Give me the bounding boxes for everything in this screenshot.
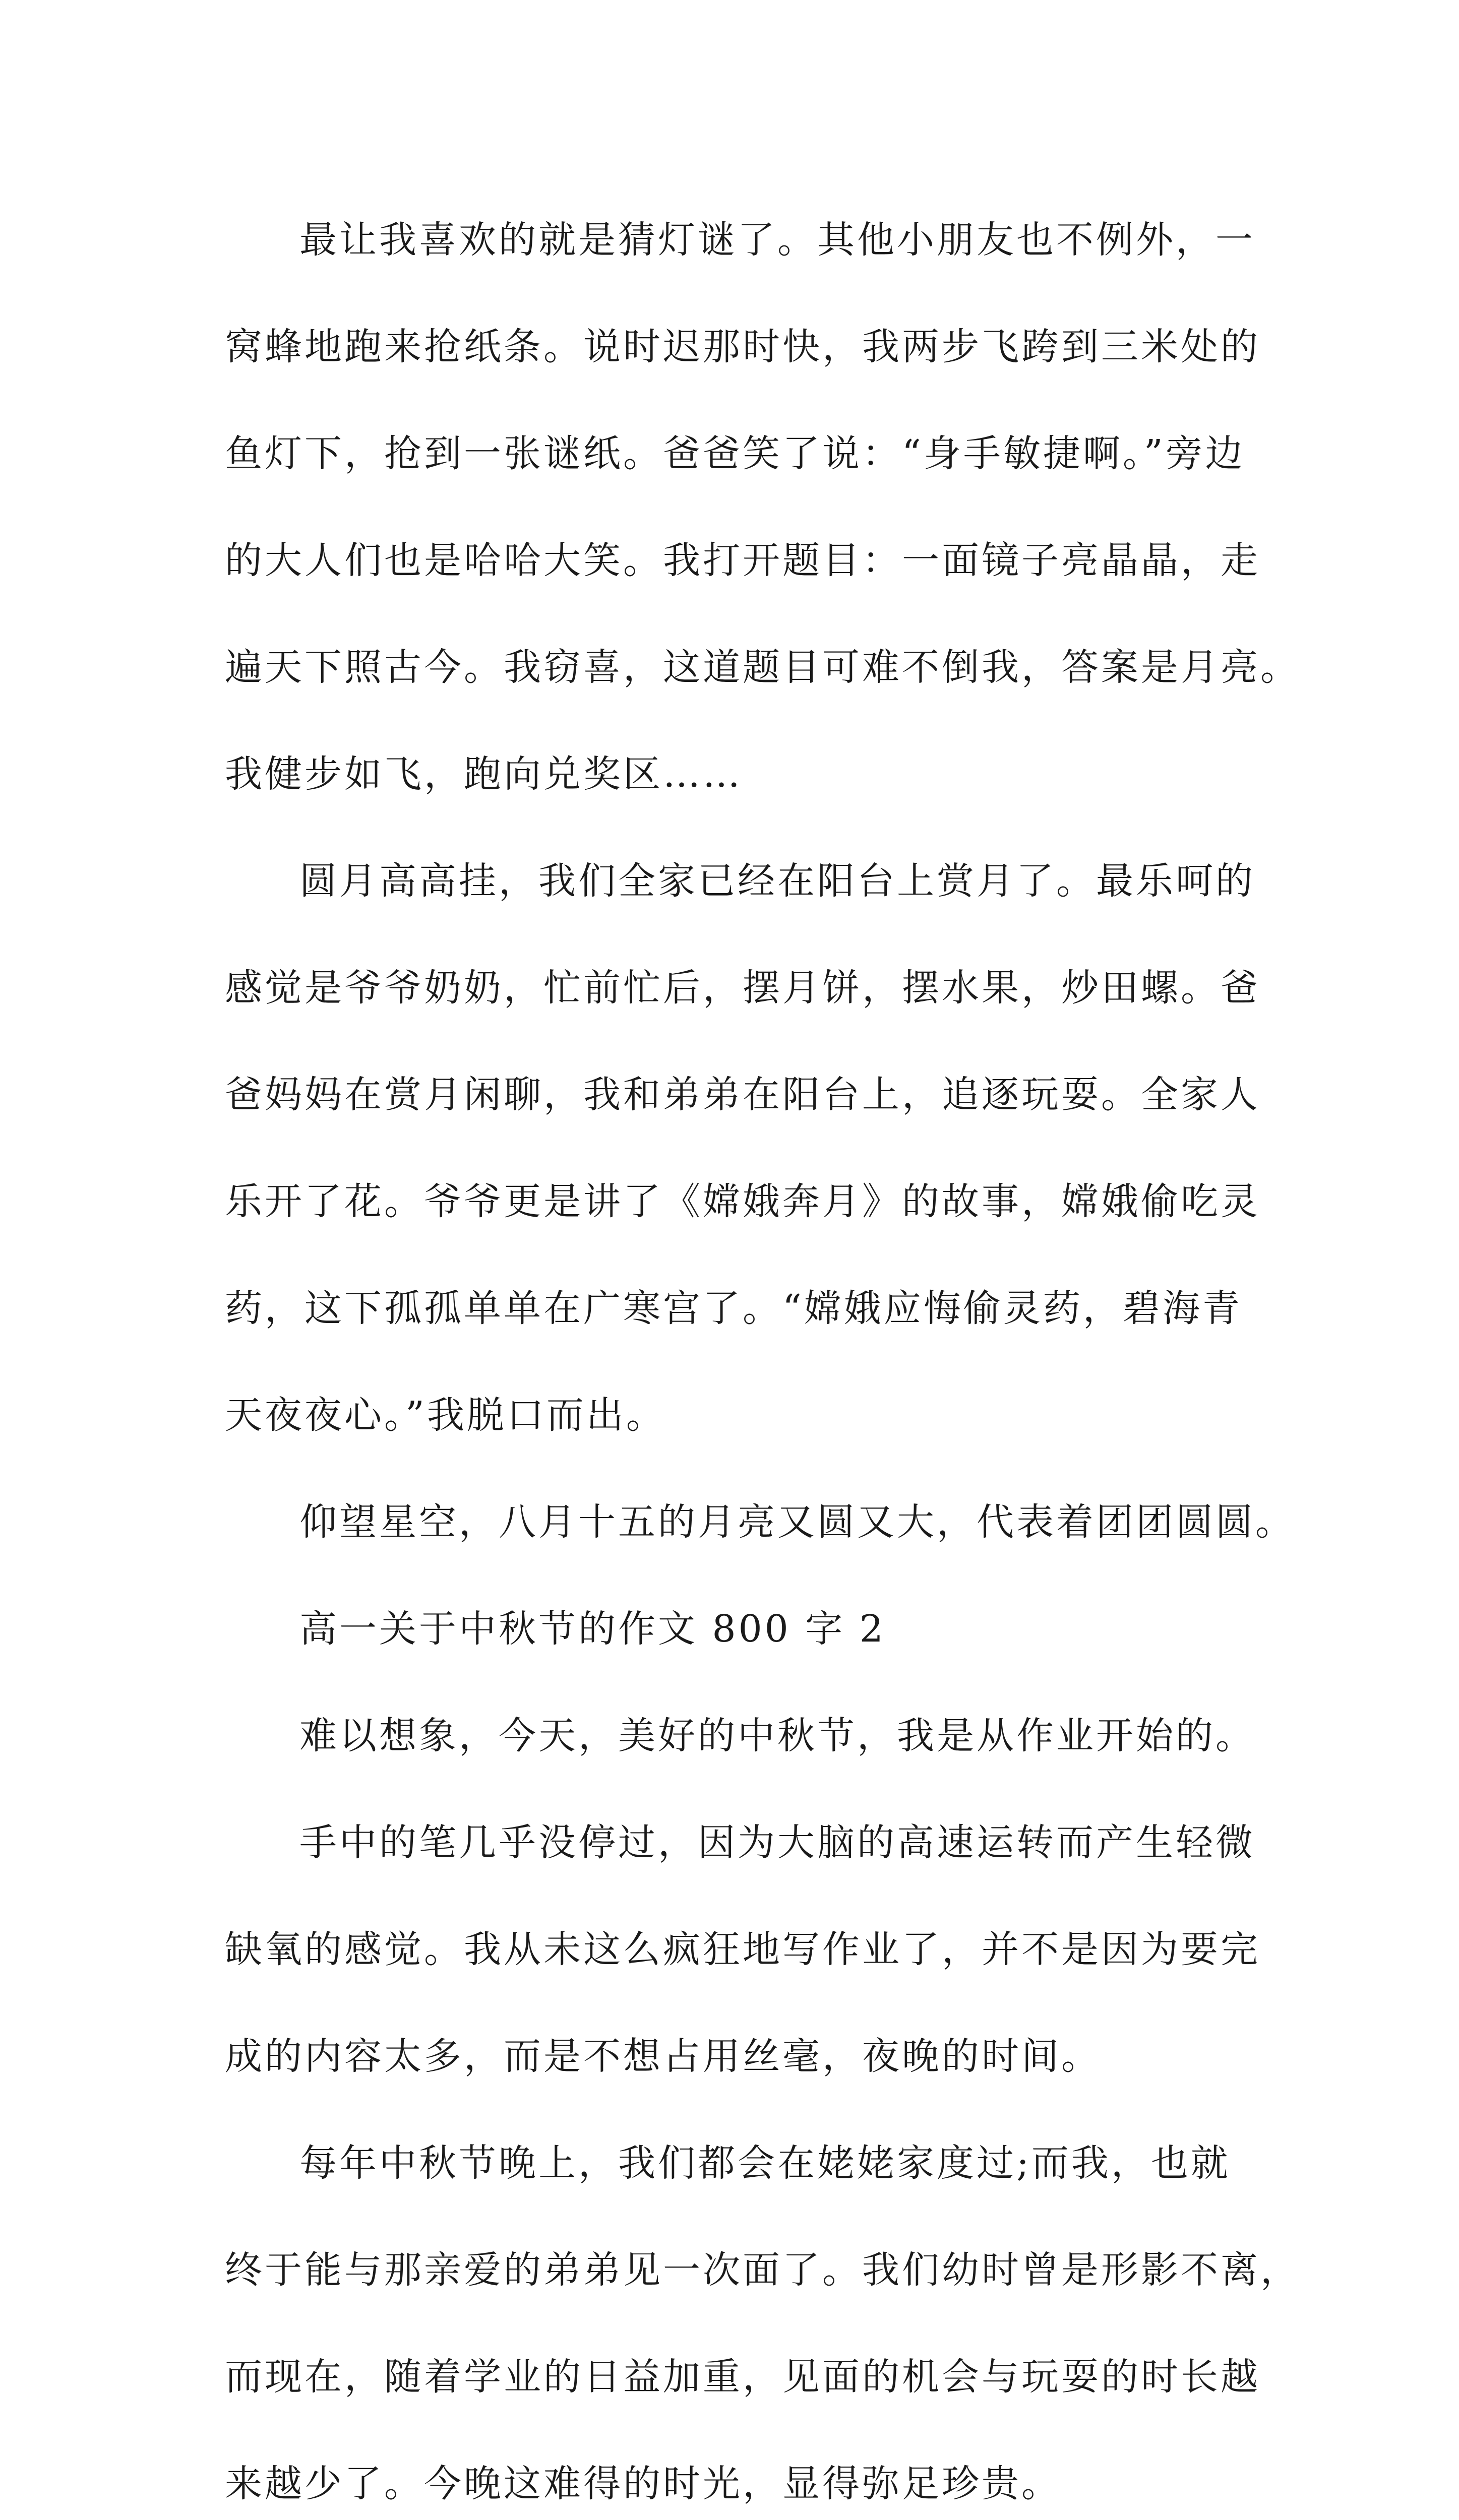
text-line: 成的内容太多，而是不想占用丝毫，夜晚的时间。 bbox=[225, 2035, 1101, 2078]
text-line: 的大人们也是哈哈大笑。我打开题目：一面镜子亮晶晶，走 bbox=[225, 539, 1260, 582]
text-line: 药，这下孤孤单单在广寒宫了。“嫦娥应悔偷灵药，碧海青 bbox=[225, 1287, 1242, 1330]
essay-body bbox=[225, 186, 1300, 2520]
text-line: 爸妈妈在赏月闲聊，我和弟弟在阳台上，追逐玩耍。全家人 bbox=[225, 1073, 1260, 1116]
text-line: 最让我喜欢的就是猜灯谜了。其他小朋友也不例外，一 bbox=[299, 218, 1255, 262]
text-line: 难以想象，今天，美好的中秋节，我是从作业开始的。 bbox=[299, 1714, 1255, 1757]
section-heading: 高一关于中秋节的作文 800 字 2 bbox=[299, 1607, 886, 1651]
text-line: 圆月高高挂，我们全家已经在阳台上赏月了。最乐呵的 bbox=[299, 859, 1255, 903]
text-line: 天夜夜心。”我脱口而出。 bbox=[225, 1394, 666, 1437]
text-line: 而现在，随着学业的日益加重，见面的机会与玩耍的时长越 bbox=[225, 2355, 1260, 2399]
text-line: 仰望星空，八月十五的月亮又圆又大，代表着团团圆圆。 bbox=[299, 1500, 1295, 1544]
text-line: 窝蜂地跑来抢纸条。说时迟那时快，我两步飞跨到三米处的 bbox=[225, 325, 1260, 368]
text-line: 我健步如飞，跑向兑奖区…… bbox=[225, 752, 743, 796]
text-line: 感觉是爷爷奶奶，忙前忙后，摆月饼，摆水果，炒田螺。爸 bbox=[225, 966, 1260, 1010]
text-line: 缺氧的感觉。我从未这么疯狂地写作业了，并不是因为要完 bbox=[225, 1928, 1260, 1971]
text-line: 乐开了花。爷爷更是讲了《嫦娥奔月》的故事，嫦娥偷吃灵 bbox=[225, 1180, 1260, 1223]
text-line: 鱼灯下，抢到一张谜纸。爸爸笑了说：“身手敏捷啊。”旁边 bbox=[225, 432, 1245, 475]
text-line: 来越少了。今晚这难得的时光，显得弥足珍贵。 bbox=[225, 2462, 1061, 2505]
text-line: 每年中秋节晚上，我们都会在姥姥家度过;而我，也就 bbox=[299, 2141, 1231, 2185]
text-line: 终于能与那亲爱的弟弟见一次面了。我们幼时曾是形影不离， bbox=[225, 2248, 1300, 2292]
text-line: 手中的笔几乎没停过，因为大脑的高速运转而产生轻微 bbox=[299, 1821, 1255, 1864]
text-line: 遍天下照古今。我窃喜，这道题目可难不倒我，答案是月亮。 bbox=[225, 646, 1300, 689]
